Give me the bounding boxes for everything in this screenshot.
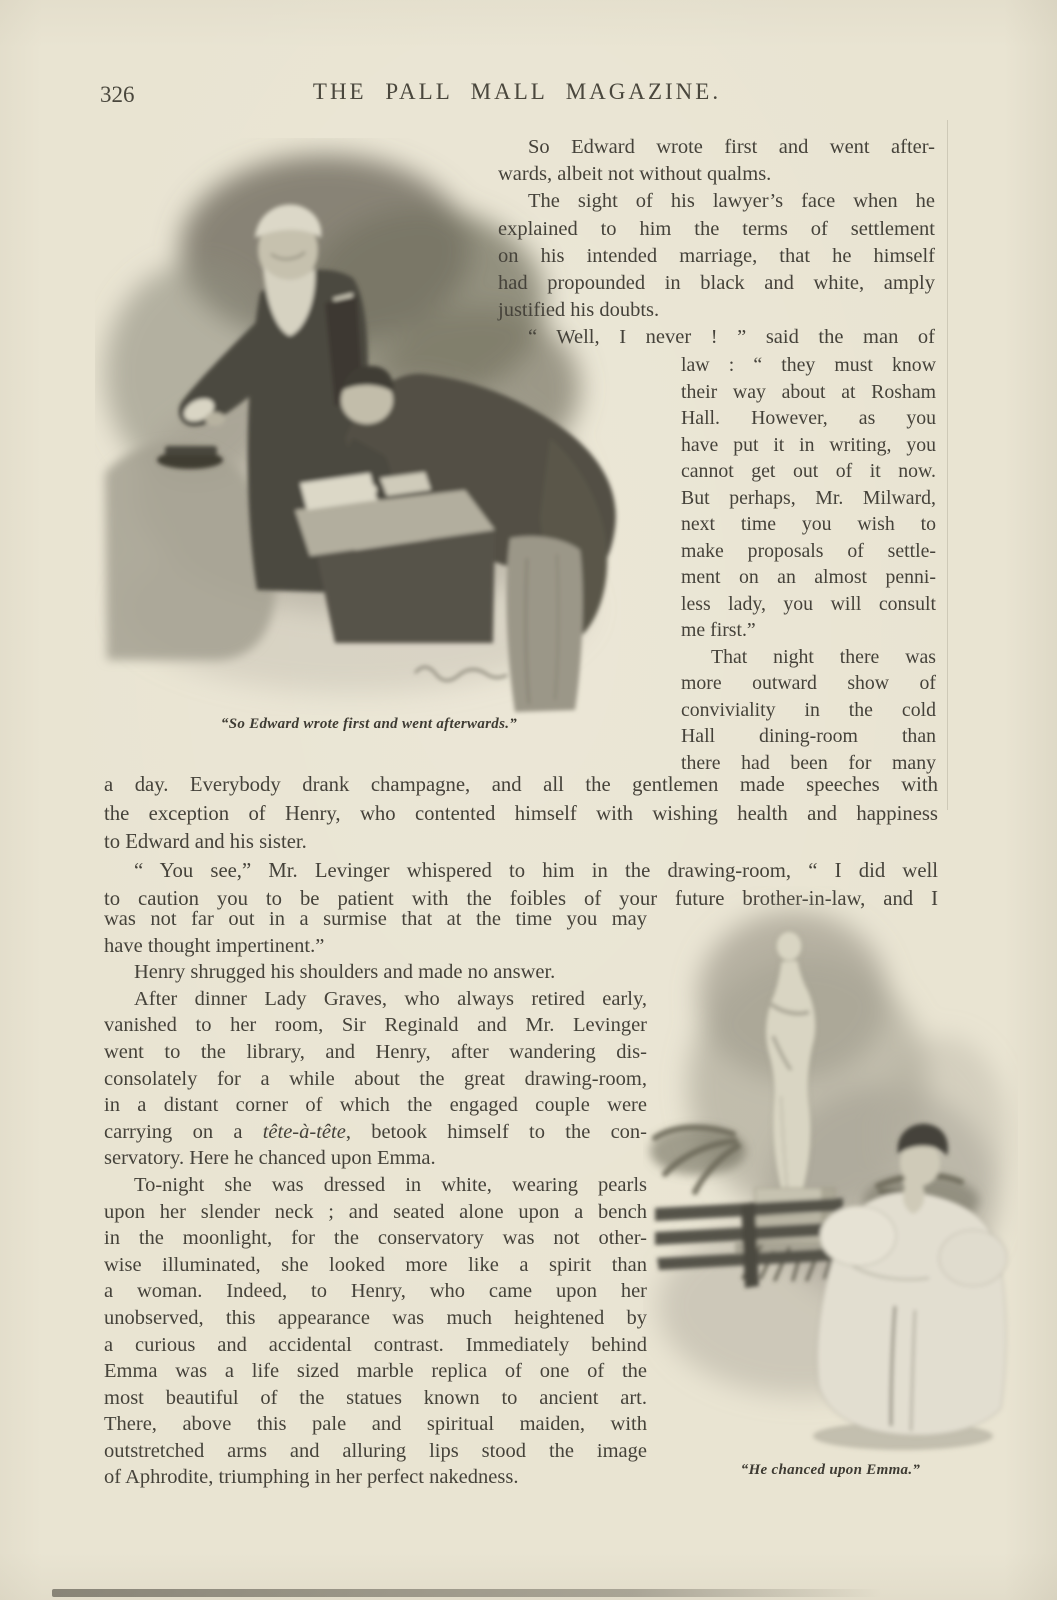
- text-line: Hall dining-room than: [681, 725, 936, 747]
- text-column-right-top: [498, 134, 935, 352]
- text-line: in a distant corner of which the engaged couple were: [104, 1094, 647, 1117]
- text-line: most beautiful of the statues known to ancient art.: [104, 1386, 647, 1409]
- text-line: a woman. Indeed, to Henry, who came upon her: [104, 1280, 647, 1303]
- text-line: explained to him the terms of settlement: [498, 217, 935, 240]
- text-line: in the moonlight, for the conservatory was not other-: [104, 1227, 647, 1250]
- text-line: conviviality in the cold: [681, 698, 936, 721]
- text-line: Hall. However, as you: [681, 407, 936, 429]
- text-line: me first.”: [681, 619, 756, 641]
- text-line: servatory. Here he chanced upon Emma.: [104, 1147, 436, 1170]
- text-line: Emma was a life sized marble replica of one of the: [104, 1360, 647, 1383]
- text-line: was not far out in a surmise that at the time you may: [104, 908, 647, 930]
- text-line: vanished to her room, Sir Reginald and Mr. Levinger: [104, 1014, 647, 1037]
- text-column-left: [104, 906, 647, 1491]
- text-line: The sight of his lawyer’s face when he: [528, 190, 935, 213]
- text-line: to caution you to be patient with the foibles of your future brother-in-law, and I: [104, 888, 938, 911]
- illustration2-caption: “He chanced upon Emma.”: [740, 1462, 921, 1478]
- page-number: 326: [100, 82, 135, 107]
- page-crease: [947, 120, 948, 810]
- text-line: outstretched arms and alluring lips stood the image: [104, 1439, 647, 1462]
- text-line: “ You see,” Mr. Levinger whispered to him in the drawing-room, “ I did well: [134, 859, 938, 882]
- text-line: Henry shrugged his shoulders and made no answer.: [134, 961, 556, 984]
- text-line: justified his doubts.: [498, 299, 660, 322]
- illustration-emma-conservatory: [643, 886, 1018, 1458]
- text-line: next time you wish to: [681, 513, 936, 535]
- illustration1-caption: “So Edward wrote first and went afterwards.”: [220, 716, 518, 732]
- text-line: a day. Everybody drank champagne, and all the gentlemen made speeches with: [104, 774, 938, 796]
- text-line: make proposals of settle-: [681, 539, 936, 562]
- text-line: had propounded in black and white, amply: [498, 272, 935, 295]
- text-line: So Edward wrote first and went after-: [528, 136, 935, 158]
- text-line: But perhaps, Mr. Milward,: [681, 486, 936, 509]
- page-bottom-edge: [52, 1589, 882, 1597]
- text-line: have put it in writing, you: [681, 433, 936, 456]
- text-line: consolately for a while about the great drawing-room,: [104, 1067, 647, 1090]
- text-line: have thought impertinent.”: [104, 934, 325, 957]
- text-line: wards, albeit not without qualms.: [498, 163, 772, 186]
- text-line: ment on an almost penni-: [681, 566, 936, 588]
- text-line: a curious and accidental contrast. Immediately behind: [104, 1333, 647, 1356]
- text-line: went to the library, and Henry, after wandering dis-: [104, 1040, 647, 1063]
- text-line: unobserved, this appearance was much heightened by: [104, 1306, 647, 1329]
- text-line: carrying on a tête-à-tête, betook himself to the con-: [104, 1120, 647, 1143]
- text-line: wise illuminated, she looked more like a spirit than: [104, 1253, 647, 1276]
- text-line: their way about at Rosham: [681, 380, 936, 403]
- text-line: more outward show of: [681, 672, 936, 694]
- text-column-right-narrow: [681, 352, 936, 776]
- text-line: of Aphrodite, triumphing in her perfect nakedness.: [104, 1466, 519, 1489]
- text-line: “ Well, I never ! ” said the man of: [528, 326, 935, 349]
- text-line: There, above this pale and spiritual maiden, with: [104, 1413, 647, 1436]
- text-line: law : “ they must know: [681, 354, 936, 376]
- text-line: After dinner Lady Graves, who always retired early,: [134, 987, 647, 1010]
- text-line: cannot get out of it now.: [681, 460, 936, 482]
- magazine-title: THE PALL MALL MAGAZINE.: [312, 79, 722, 104]
- text-line: To-night she was dressed in white, wearing pearls: [134, 1173, 647, 1196]
- text-line: less lady, you will consult: [681, 592, 936, 615]
- text-line: to Edward and his sister.: [104, 831, 307, 854]
- text-line: there had been for many: [681, 751, 936, 774]
- text-line: upon her slender neck ; and seated alone upon a bench: [104, 1200, 647, 1223]
- text-line: That night there was: [711, 645, 936, 668]
- text-line: the exception of Henry, who contented himself with wishing health and happiness: [104, 802, 938, 825]
- text-line: on his intended marriage, that he himself: [498, 244, 935, 267]
